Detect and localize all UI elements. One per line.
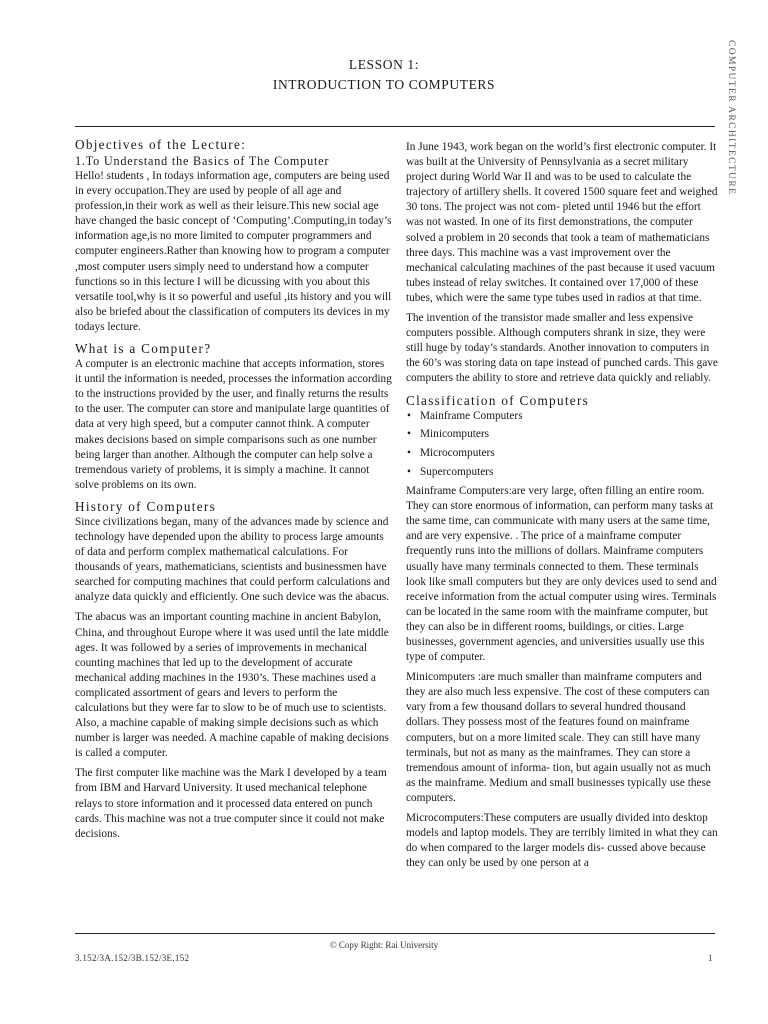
what-is-computer-paragraph: A computer is an electronic machine that accepts information, stores it until the information is needed, processes the information according to the instructions provided by the user, and finally returns the results to the user. The computer can store and manipulate large quantities of data at very high speed, but a computer cannot think. A computer makes decisions based on simple comparisons such as one number being larger than another. Although the computer can help solve a tremendous variety of problems, it is simply a machine. It cannot solve problems on its own. (75, 358, 392, 491)
list-item: • Minicomputers (406, 427, 718, 442)
lesson-number: LESSON 1: (348, 57, 420, 72)
top-divider (75, 126, 715, 127)
list-item: • Microcomputers (406, 446, 718, 461)
lesson-title-block (0, 55, 768, 95)
classification-heading: Classification of Computers (406, 392, 590, 408)
copyright-notice: © Copy Right: Rai University (329, 940, 439, 950)
right-column (406, 140, 718, 876)
history-heading: History of Computers (75, 498, 217, 514)
microcomputers-paragraph: Microcomputers:These computers are usually divided into desktop models and laptop models. They are terribly limited in what they can do when compared to the larger models dis- cussed above because they can only be used by one person at a (406, 812, 718, 870)
side-label-text: COMPUTER ARCHITECTURE (726, 40, 736, 196)
abacus-paragraph: The abacus was an important counting machine in ancient Babylon, China, and throughout Europe where it was used until the late middle ages. It was followed by a series of improvements in mechanical counting machines that led up to the development of accurate mechanical adding machines in the 1930’s. These machines used a complicated assortment of gears and levers to perform the calculations but they were far to slow to be of much use to scientists. Also, a machine capable of making simple decisions such as which number is larger was needed. A machine capable of making decisions is called a computer. (75, 611, 389, 760)
mainframe-paragraph: Mainframe Computers:are very large, often filling an entire room. They can store enormous of information, can perform many tasks at the same time, can communicate with many users at the same time, and are very expensive. . The price of a mainframe computer frequently runs into the millions of dollars. Mainframe computers usually have many terminals connected to them. These terminals look like small computers but they are only devices used to send and receive information from the actual computer using wires. Terminals can be located in the same room with the mainframe computer, but they can also be in different rooms, buildings, or cities. Large businesses, government agencies, and universities usually use this type of computer. (406, 485, 717, 664)
what-is-computer-heading: What is a Computer? (75, 341, 212, 357)
objectives-heading: Objectives of the Lecture: (75, 137, 247, 152)
page-number: 1 (708, 953, 713, 963)
minicomputers-paragraph: Minicomputers :are much smaller than mainframe computers and they are also much less expensive. The cost of these computers can vary from a few thousand dollars to several hundred thousand dollars. They possess most of the features found on mainframe computers, but on a more limited scale. They can still have many terminals, but not as many as the mainframes. They can store a tremendous amount of informa- tion, but again usually not as much as the mainframe. Medium and small businesses typically use these computers. (406, 671, 711, 804)
side-running-header (722, 40, 736, 240)
left-column (75, 133, 393, 847)
page-title: INTRODUCTION TO COMPUTERS (272, 77, 496, 92)
eniac-paragraph: In June 1943, work began on the world’s first electronic computer. It was built at the University of Pennsylvania as a secret military project during World War II and was to be used to calculate the trajectory of artillery shells. It covered 1500 square feet and weighed 30 tons. The project was not com- pleted until 1946 but the effort was not wasted. In one of its first demonstrations, the computer solved a problem in 20 seconds that took a team of mathematicians three days. This machine was a vast improvement over the mechanical calculating machines of the past because it used vacuum tubes instead of relay switches. It contained over 17,000 of these tubes, which were the same type tubes used in radios at that time. (406, 141, 718, 304)
transistor-paragraph: The invention of the transistor made smaller and less expensive computers possible. Although computers shrank in size, they were still huge by today’s standards. Another innovation to computers in the 60’s was storing data on tape instead of punched cards. This gave computers the ability to store and retrieve data quickly and reliably. (406, 312, 718, 385)
objectives-subheading: 1.To Understand the Basics of The Computer (75, 154, 330, 168)
course-code: 3.152/3A.152/3B.152/3E.152 (75, 953, 190, 963)
classification-list (406, 409, 718, 481)
list-item: • Mainframe Computers (406, 409, 718, 424)
list-item: • Supercomputers (406, 465, 718, 480)
history-paragraph: Since civilizations began, many of the advances made by science and technology have depended upon the ability to process large amounts of data and perform complex mathematical calculations. For thousands of years, mathematicians, scientists and businessmen have searched for computing machines that could perform calculations and analyze data quickly and efficiently. One such device was the abacus. (75, 515, 390, 604)
bottom-divider (75, 933, 715, 934)
mark-i-paragraph: The first computer like machine was the Mark I developed by a team from IBM and Harvard University. It used mechanical telephone relays to store information and it processed data entered on punch cards. This machine was not a true computer since it could not make decisions. (75, 767, 387, 840)
intro-paragraph: Hello! students , In todays information age, computers are being used in every occupation.They are used by people of all age and profession,in their work as well as their leisure.This new social age have changed the basic concept of ‘Computing’.Computing,in today’s information age,is no more limited to computer programmers and computer engineers.Rather than knowing how to program a computer ,most computer users simply need to understand how a computer functions so in this lecture I will be dicussing with you about this versatile tool,why is it so powerful and useful ,its history and you will also be briefed about the classification of computers its devices in my todays lecture. (75, 170, 392, 333)
